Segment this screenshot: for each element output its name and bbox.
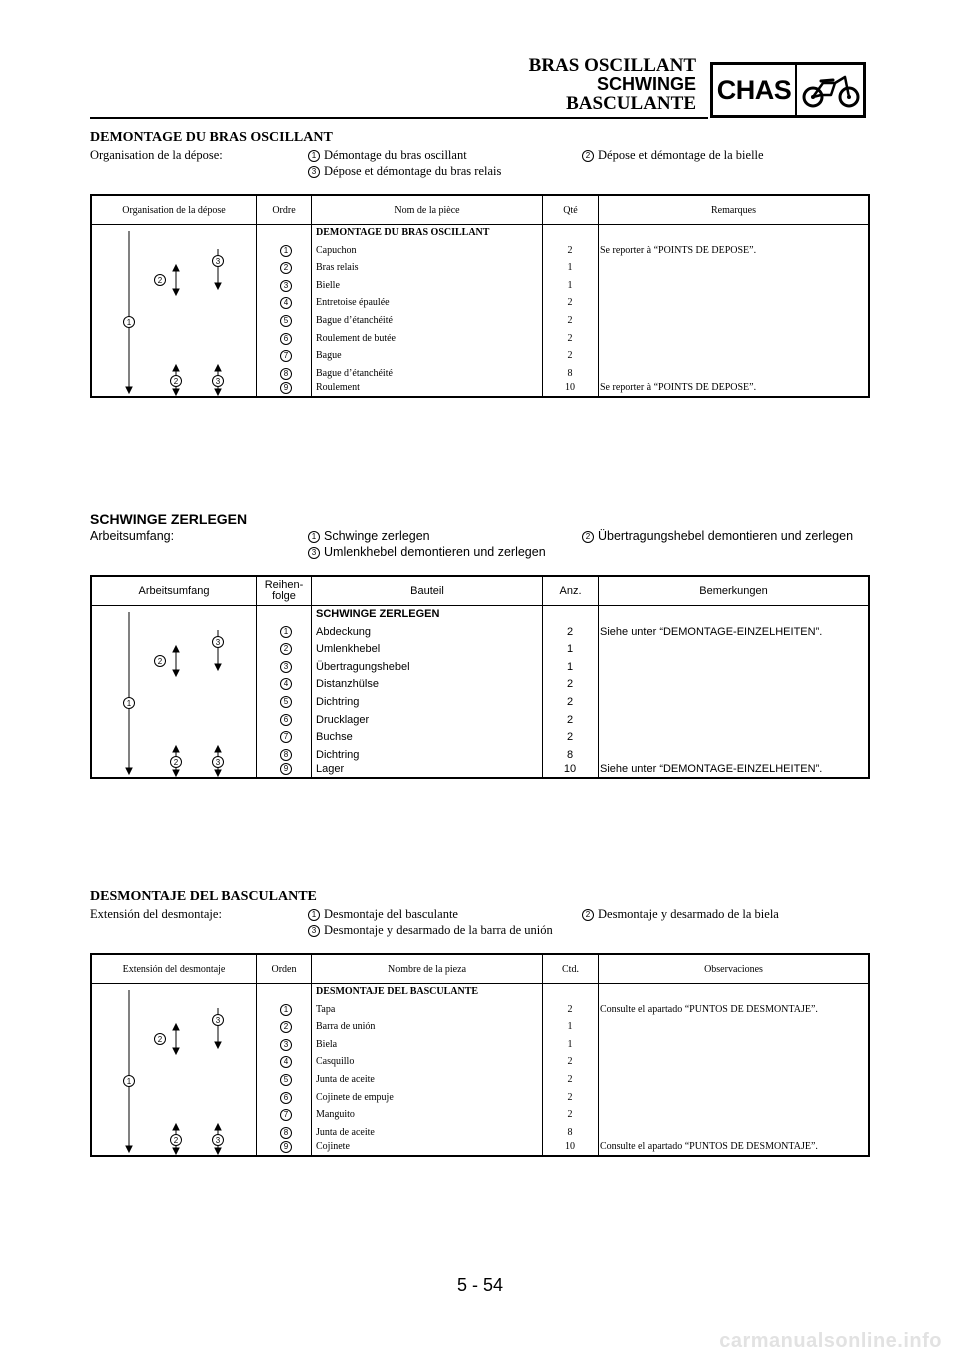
badge-divider: [795, 65, 797, 115]
header-title-de: SCHWINGE: [597, 74, 696, 94]
col-header-qty: Ctd.: [562, 963, 579, 975]
scope-item-3: 3 Desmontaje y desarmado de la barra de unión: [308, 923, 553, 938]
table-row: 5 Bague d’étanchéité 2: [92, 315, 868, 333]
table-row: 9 Cojinete 10 Consulte el apartado “PUNTOS DE DESMONTAJE”.: [92, 1141, 868, 1159]
table-row: 8 Dichtring 8: [92, 749, 868, 767]
chassis-badge: [710, 62, 866, 118]
circled-number: 7: [280, 1109, 292, 1121]
col-header-scope: Organisation de la dépose: [122, 204, 226, 216]
diagram-label: 1: [126, 1077, 132, 1086]
table-row: 8 Bague d’étanchéité 8: [92, 368, 868, 386]
watermark: carmanualsonline.info: [719, 1330, 942, 1352]
circled-number: 3: [280, 1039, 292, 1051]
col-header-qty: Anz.: [559, 584, 582, 597]
table-row: 2 Barra de unión 1: [92, 1021, 868, 1039]
circled-number: 6: [280, 333, 292, 345]
table-row: 5 Dichtring 2: [92, 696, 868, 714]
table-row: 6 Roulement de butée 2: [92, 333, 868, 351]
diagram-label: 1: [126, 699, 132, 708]
circled-number: 9: [280, 382, 292, 394]
circled-number: 1: [308, 150, 320, 162]
table-row: 7 Bague 2: [92, 350, 868, 368]
col-header-remarks: Remarques: [711, 204, 756, 216]
disassembly-table: [90, 194, 870, 398]
col-header-order: Reihen- folge: [264, 579, 304, 602]
table-group-heading: SCHWINGE ZERLEGEN: [316, 608, 440, 620]
scope-label: Organisation de la dépose:: [90, 148, 223, 162]
circled-number: 2: [582, 909, 594, 921]
diagram-label: 2: [157, 276, 163, 285]
diagram-label: 1: [126, 318, 132, 327]
table-header: [92, 955, 868, 984]
header-title-es: BASCULANTE: [566, 93, 696, 114]
table-row: 2 Bras relais 1: [92, 262, 868, 280]
section-de: [90, 511, 870, 781]
scope-item-3: 3 Dépose et démontage du bras relais: [308, 164, 501, 179]
table-row: 4 Entretoise épaulée 2: [92, 297, 868, 315]
circled-number: 2: [280, 262, 292, 274]
circled-number: 3: [308, 166, 320, 178]
circled-number: 1: [280, 245, 292, 257]
col-header-part: Nombre de la pieza: [387, 963, 467, 975]
col-header-scope: Extensión del desmontaje: [122, 963, 226, 975]
scope-item-2: 2 Desmontaje y desarmado de la biela: [582, 907, 779, 922]
table-row: 3 Bielle 1: [92, 280, 868, 298]
section-title: SCHWINGE ZERLEGEN: [90, 511, 248, 527]
circled-number: 4: [280, 678, 292, 690]
table-row: 6 Cojinete de empuje 2: [92, 1092, 868, 1110]
diagram-label: 2: [157, 1035, 163, 1044]
circled-number: 2: [280, 1021, 292, 1033]
col-header-qty: Qté: [563, 204, 578, 216]
circled-number: 3: [308, 925, 320, 937]
table-group-heading: DESMONTAJE DEL BASCULANTE: [316, 986, 479, 997]
circled-number: 1: [280, 1004, 292, 1016]
col-header-order: Orden: [271, 963, 297, 975]
table-group-heading: DEMONTAGE DU BRAS OSCILLANT: [316, 227, 490, 238]
circled-number: 8: [280, 749, 292, 761]
scope-item-2: 2 Dépose et démontage de la bielle: [582, 148, 764, 163]
scope-item-1: 1 Démontage du bras oscillant: [308, 148, 467, 163]
col-header-part: Nom de la pièce: [394, 204, 460, 216]
circled-number: 8: [280, 368, 292, 380]
diagram-label: 3: [215, 1016, 221, 1025]
col-header-remarks: Bemerkungen: [699, 584, 768, 597]
table-row: 1 Tapa 2 Consulte el apartado “PUNTOS DE DESMONTAJE”.: [92, 1004, 868, 1022]
circled-number: 3: [308, 547, 320, 559]
circled-number: 9: [280, 1141, 292, 1153]
diagram-label: 2: [173, 1136, 179, 1145]
disassembly-table: [90, 953, 870, 1157]
circled-number: 7: [280, 731, 292, 743]
circled-number: 8: [280, 1127, 292, 1139]
table-row: 1 Capuchon 2 Se reporter à “POINTS DE DEPOSE”.: [92, 245, 868, 263]
section-fr: [90, 130, 870, 400]
diagram-label: 3: [215, 758, 221, 767]
table-header: [92, 196, 868, 225]
diagram-label: 3: [215, 1136, 221, 1145]
section-title: DEMONTAGE DU BRAS OSCILLANT: [90, 130, 333, 145]
circled-number: 2: [582, 150, 594, 162]
circled-number: 1: [308, 531, 320, 543]
page-number: 5 - 54: [456, 1275, 504, 1295]
table-header: [92, 577, 868, 606]
col-header-order: Ordre: [272, 204, 296, 216]
motorcycle-icon: [801, 71, 863, 111]
circled-number: 2: [280, 643, 292, 655]
diagram-label: 3: [215, 638, 221, 647]
table-row: 4 Casquillo 2: [92, 1056, 868, 1074]
section-title: DESMONTAJE DEL BASCULANTE: [90, 889, 317, 904]
table-row: 1 Abdeckung 2 Siehe unter “DEMONTAGE-EINZELHEITEN”.: [92, 626, 868, 644]
table-row: 8 Junta de aceite 8: [92, 1127, 868, 1145]
diagram-label: 3: [215, 377, 221, 386]
table-row: 9 Roulement 10 Se reporter à “POINTS DE DEPOSE”.: [92, 382, 868, 400]
scope-item-3: 3 Umlenkhebel demontieren und zerlegen: [308, 545, 546, 559]
table-row: 3 Biela 1: [92, 1039, 868, 1057]
circled-number: 4: [280, 1056, 292, 1068]
diagram-label: 2: [173, 758, 179, 767]
circled-number: 1: [308, 909, 320, 921]
header-title-fr: BRAS OSCILLANT: [528, 55, 696, 76]
table-row: 7 Buchse 2: [92, 731, 868, 749]
table-row: 5 Junta de aceite 2: [92, 1074, 868, 1092]
table-row: 4 Distanzhülse 2: [92, 678, 868, 696]
circled-number: 6: [280, 714, 292, 726]
scope-item-1: 1 Schwinge zerlegen: [308, 529, 430, 543]
disassembly-table: [90, 575, 870, 779]
chassis-badge-label: CHAS: [716, 75, 792, 105]
table-row: 9 Lager 10 Siehe unter “DEMONTAGE-EINZELHEITEN”.: [92, 763, 868, 781]
col-header-remarks: Observaciones: [704, 963, 763, 975]
page-header-titles: [529, 56, 696, 113]
circled-number: 6: [280, 1092, 292, 1104]
circled-number: 2: [582, 531, 594, 543]
diagram-label: 3: [215, 257, 221, 266]
header-rule: [90, 117, 708, 119]
circled-number: 5: [280, 315, 292, 327]
circled-number: 9: [280, 763, 292, 775]
table-row: 7 Manguito 2: [92, 1109, 868, 1127]
diagram-label: 2: [173, 377, 179, 386]
scope-item-2: 2 Übertragungshebel demontieren und zerlegen: [582, 529, 853, 543]
circled-number: 3: [280, 280, 292, 292]
circled-number: 4: [280, 297, 292, 309]
table-row: 2 Umlenkhebel 1: [92, 643, 868, 661]
circled-number: 3: [280, 661, 292, 673]
section-es: [90, 889, 870, 1159]
circled-number: 5: [280, 1074, 292, 1086]
diagram-label: 2: [157, 657, 163, 666]
circled-number: 5: [280, 696, 292, 708]
table-row: 3 Übertragungshebel 1: [92, 661, 868, 679]
circled-number: 7: [280, 350, 292, 362]
col-header-part: Bauteil: [410, 584, 444, 597]
table-row: 6 Drucklager 2: [92, 714, 868, 732]
scope-label: Extensión del desmontaje:: [90, 907, 222, 921]
circled-number: 1: [280, 626, 292, 638]
col-header-scope: Arbeitsumfang: [138, 584, 210, 597]
scope-label: Arbeitsumfang:: [90, 529, 175, 543]
scope-item-1: 1 Desmontaje del basculante: [308, 907, 458, 922]
